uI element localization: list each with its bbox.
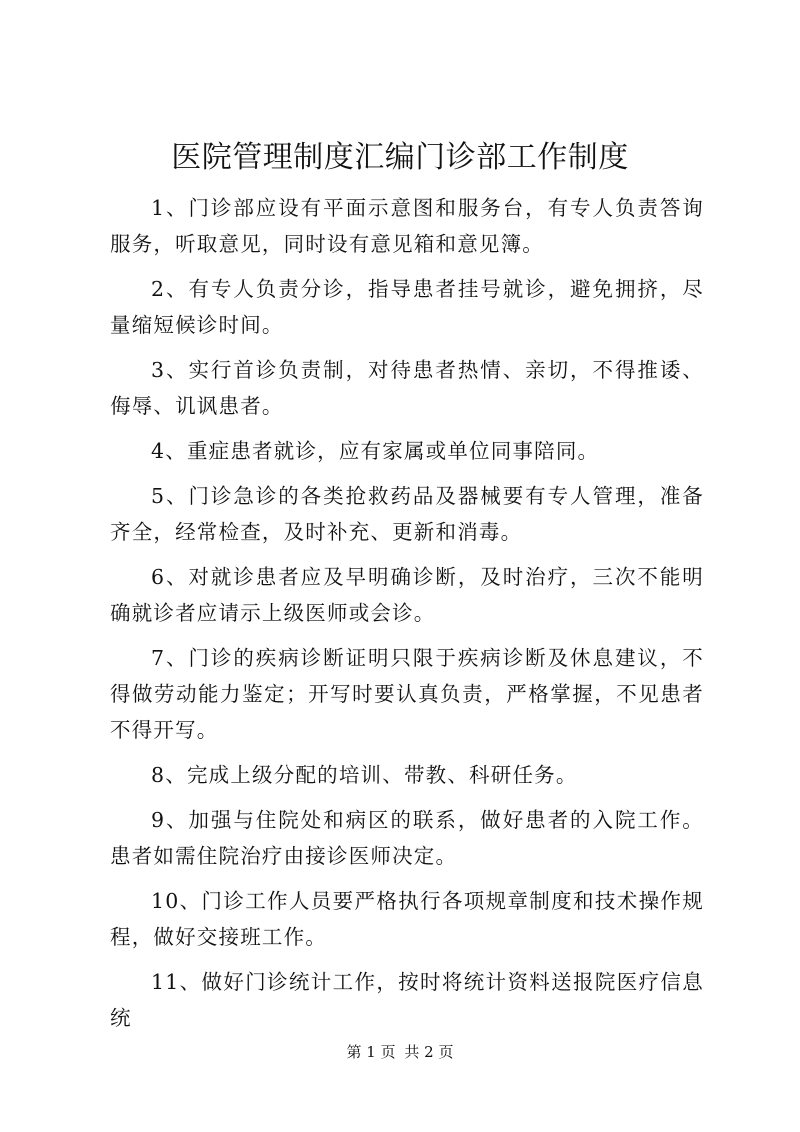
paragraph-6: 6、对就诊患者应及早明确诊断，及时治疗，三次不能明确就诊者应请示上级医师或会诊。	[110, 565, 704, 625]
page-footer	[0, 1042, 800, 1062]
paragraph-10: 10、门诊工作人员要严格执行各项规章制度和技术操作规程，做好交接班工作。	[110, 889, 704, 949]
paragraph-1: 1、门诊部应设有平面示意图和服务台，有专人负责答询服务，听取意见，同时设有意见箱和意见簿。	[110, 196, 704, 256]
paragraph-2: 2、有专人负责分诊，指导患者挂号就诊，避免拥挤，尽量缩短候诊时间。	[110, 277, 704, 337]
paragraph-3: 3、实行首诊负责制，对待患者热情、亲切，不得推诿、侮辱、讥讽患者。	[110, 358, 704, 418]
paragraph-11: 11、做好门诊统计工作，按时将统计资料送报院医疗信息统	[110, 970, 704, 1030]
paragraph-5: 5、门诊急诊的各类抢救药品及器械要有专人管理，准备齐全，经常检查，及时补充、更新和消毒。	[110, 484, 704, 544]
document-body	[110, 190, 704, 1045]
paragraph-8: 8、完成上级分配的培训、带教、科研任务。	[151, 763, 578, 787]
paragraph-4: 4、重症患者就诊，应有家属或单位同事陪同。	[151, 439, 600, 463]
page-number: 第 1 页	[346, 1043, 396, 1061]
paragraph-7: 7、门诊的疾病诊断证明只限于疾病诊断及休息建议，不得做劳动能力鉴定；开写时要认真负责，严格掌握，不见患者不得开写。	[110, 646, 704, 742]
paragraph-9: 9、加强与住院处和病区的联系，做好患者的入院工作。患者如需住院治疗由接诊医师决定。	[110, 808, 704, 868]
page-total: 共 2 页	[404, 1043, 454, 1061]
document-title: 医院管理制度汇编门诊部工作制度	[171, 140, 629, 175]
